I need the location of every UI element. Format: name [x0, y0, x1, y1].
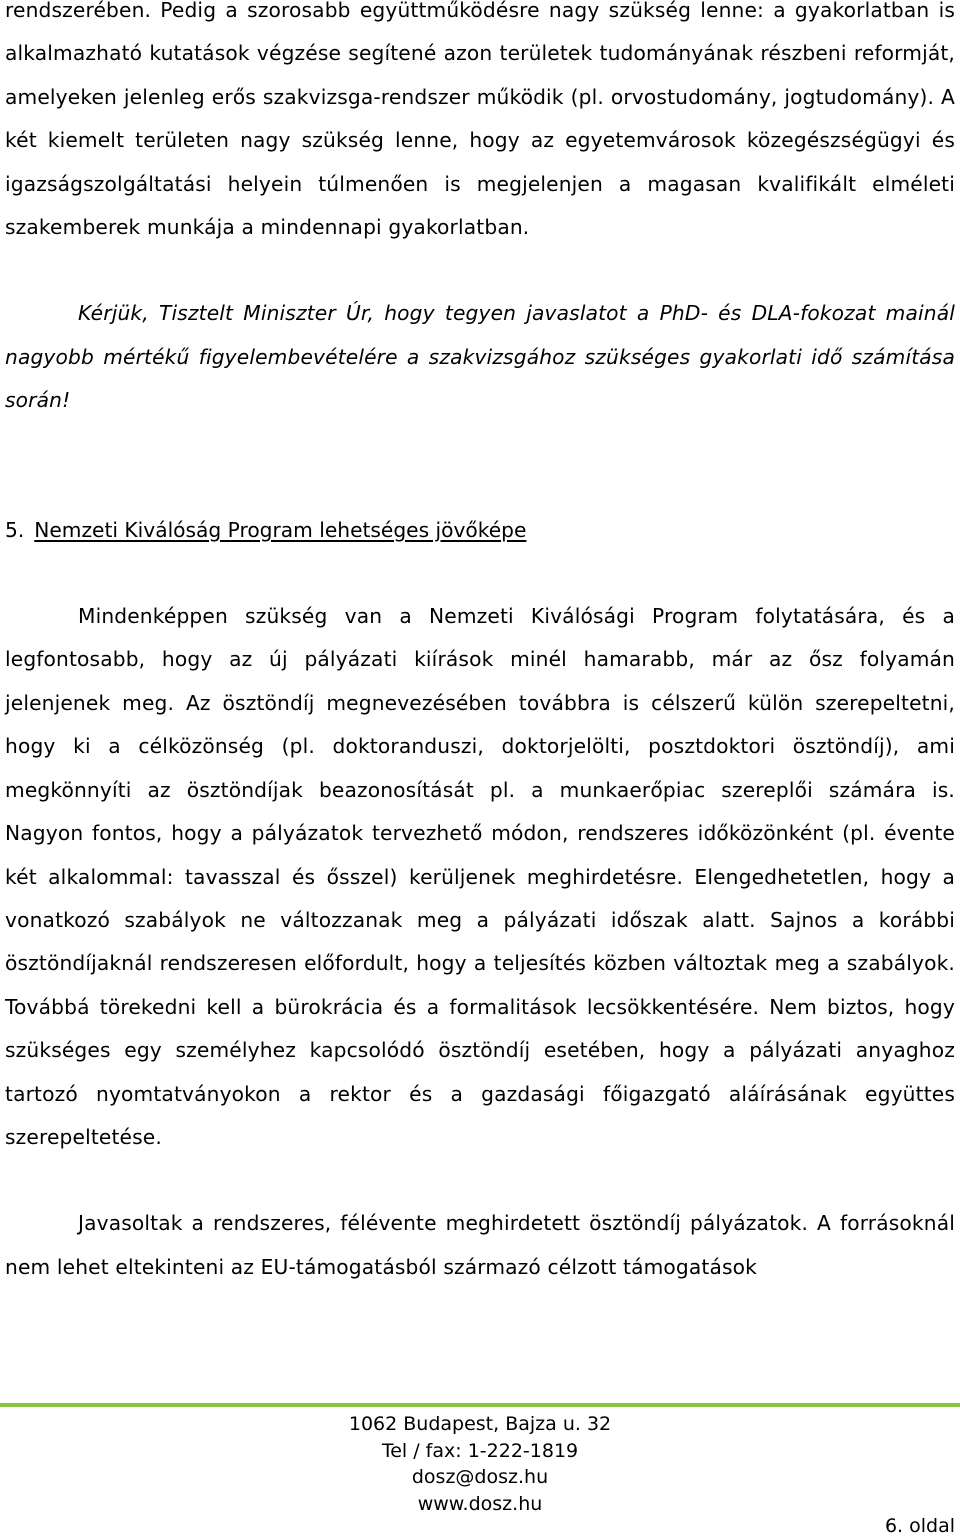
footer-address: 1062 Budapest, Bajza u. 32 — [348, 1413, 612, 1435]
body-paragraph-4: Javasoltak a rendszeres, félévente meghirdetett ösztöndíj pályázatok. A forrásoknál nem lehet eltekinteni az EU-támogatásból származó célzott támogatások — [5, 1211, 955, 1279]
footer-phone: Tel / fax: 1-222-1819 — [381, 1439, 579, 1462]
section-heading — [5, 509, 955, 552]
document-page — [5, 0, 955, 1289]
footer-website: www.dosz.hu — [417, 1492, 543, 1515]
section-number: 5. — [5, 517, 25, 542]
page-number: 6. oldal — [884, 1515, 955, 1537]
request-paragraph-italic: Kérjük, Tisztelt Miniszter Úr, hogy tegyen javaslatot a PhD- és DLA-fokozat mainál nagyobb mértékű figyelembevételére a szakvizsgához szükséges gyakorlati idő számítása során! — [5, 301, 955, 413]
footer — [0, 1411, 960, 1517]
body-paragraph-1: rendszerében. Pedig a szorosabb együttműködésre nagy szükség lenne: a gyakorlatban is alkalmazható kutatások végzése segítené azon területek tudományának részbeni reformját, amelyeken jelenleg erős szakvizsga-rendszer működik (pl. orvostudomány, jogtudomány). A két kiemelt területen nagy szükség lenne, hogy az egyetemvárosok közegészségügyi és igazságszolgáltatási helyein túlmenően is megjelenjen a magasan kvalifikált elméleti szakemberek munkája a mindennapi gyakorlatban. — [5, 0, 955, 240]
footer-divider — [0, 1403, 960, 1407]
section-title: Nemzeti Kiválóság Program lehetséges jövőképe — [34, 517, 527, 542]
footer-email: dosz@dosz.hu — [411, 1466, 549, 1488]
body-paragraph-3: Mindenképpen szükség van a Nemzeti Kiválósági Program folytatására, és a legfontosabb, hogy az új pályázati kiírások minél hamarabb, már az ősz folyamán jelenjenek meg. Az ösztöndíj megnevezésében továbbra is célszerű külön szerepeltetni, hogy ki a célközönség (pl. doktoranduszi, doktorjelölti, posztdoktori ösztöndíj), ami megkönnyíti az ösztöndíjak beazonosítását pl. a munkaerőpiac szereplői számára is. Nagyon fontos, hogy a pályázatok tervezhető módon, rendszeres időközönként (pl. évente két alkalommal: tavasszal és ősszel) kerüljenek meghirdetésre. Elengedhetetlen, hogy a vonatkozó szabályok ne változzanak meg a pályázati időszak alatt. Sajnos a korábbi ösztöndíjaknál rendszeresen előfordult, hogy a teljesítés közben változtak meg a szabályok. Továbbá törekedni kell a bürokrácia és a formalitások lecsökkentésére. Nem biztos, hogy szükséges egy személyhez kapcsolódó ösztöndíj esetében, hogy a pályázati anyaghoz tartozó nyomtatványokon a rektor és a gazdasági főigazgató aláírásának együttes szerepeltetése. — [5, 604, 955, 1149]
